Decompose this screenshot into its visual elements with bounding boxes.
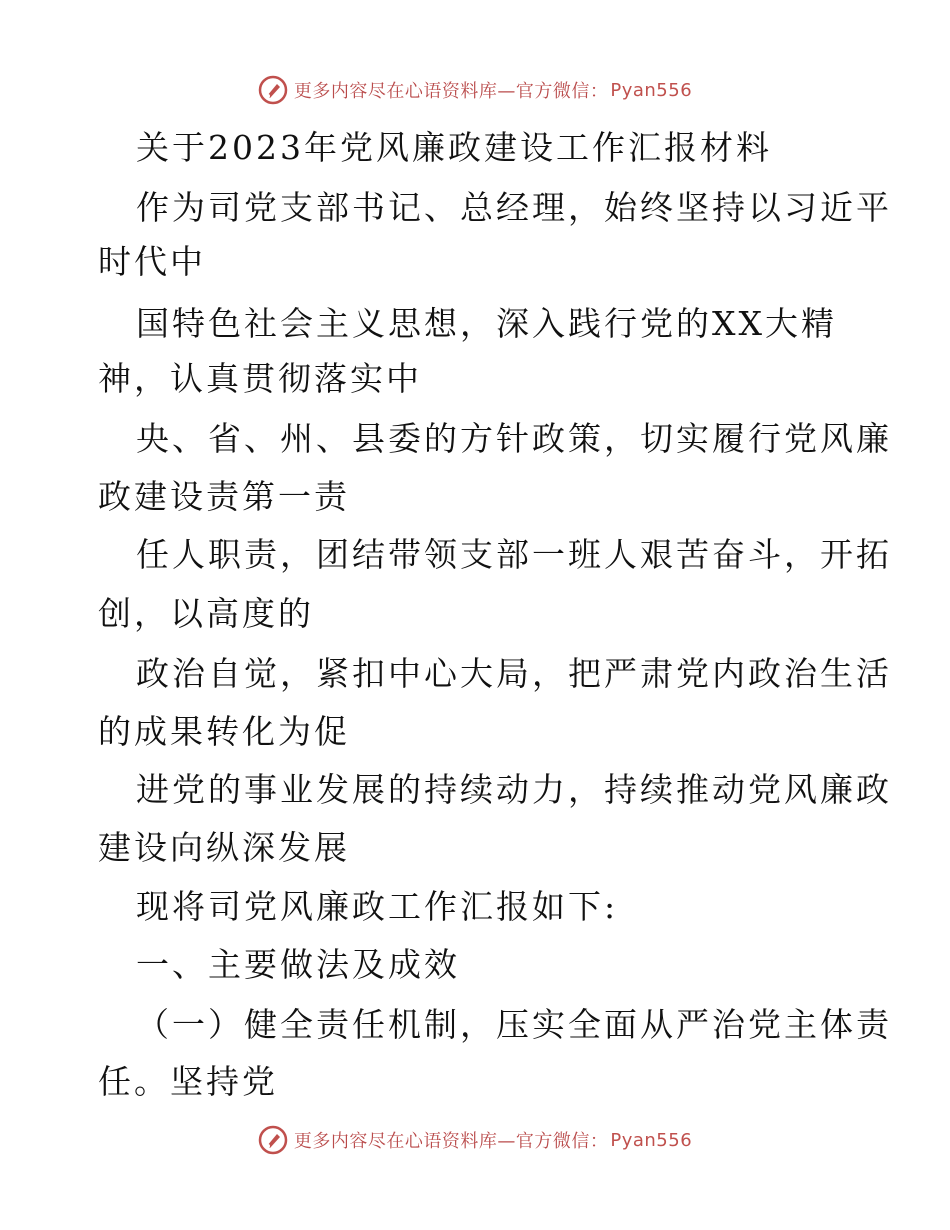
pen-nib-logo-icon <box>258 75 288 105</box>
paragraph-line: 任人职责，团结带领支部一班人艰苦奋斗，开拓 <box>136 535 892 574</box>
paragraph-line: 的成果转化为促 <box>98 712 350 751</box>
paragraph-line: 建设向纵深发展 <box>98 828 350 867</box>
paragraph-line: 任。坚持党 <box>98 1062 278 1101</box>
paragraph-line: 创，以高度的 <box>98 594 314 633</box>
subsection-heading: （一）健全责任机制，压实全面从严治党主体责 <box>136 1005 892 1044</box>
paragraph-line: 国特色社会主义思想，深入践行党的XX大精 <box>136 304 837 343</box>
footer-watermark <box>0 1120 950 1160</box>
pen-nib-logo-icon <box>258 1125 288 1155</box>
paragraph-line: 进党的事业发展的持续动力，持续推动党风廉政 <box>136 770 892 809</box>
watermark-wechat-id: Pyan556 <box>610 1129 693 1151</box>
document-title: 关于2023年党风廉政建设工作汇报材料 <box>136 128 772 167</box>
header-watermark <box>0 70 950 110</box>
paragraph-line: 神，认真贯彻落实中 <box>98 359 422 398</box>
paragraph-line: 时代中 <box>98 242 206 281</box>
paragraph-line: 作为司党支部书记、总经理，始终坚持以习近平 <box>136 188 892 227</box>
section-heading: 一、主要做法及成效 <box>136 945 460 984</box>
watermark-wechat-id: Pyan556 <box>610 79 693 101</box>
paragraph-line: 现将司党风廉政工作汇报如下: <box>136 887 619 926</box>
watermark-text: 更多内容尽在心语资料库—官方微信： <box>293 1131 609 1152</box>
paragraph-line: 央、省、州、县委的方针政策，切实履行党风廉 <box>136 419 892 458</box>
paragraph-line: 政建设责第一责 <box>98 477 350 516</box>
watermark-text: 更多内容尽在心语资料库—官方微信： <box>293 81 609 102</box>
paragraph-line: 政治自觉，紧扣中心大局，把严肃党内政治生活 <box>136 654 892 693</box>
